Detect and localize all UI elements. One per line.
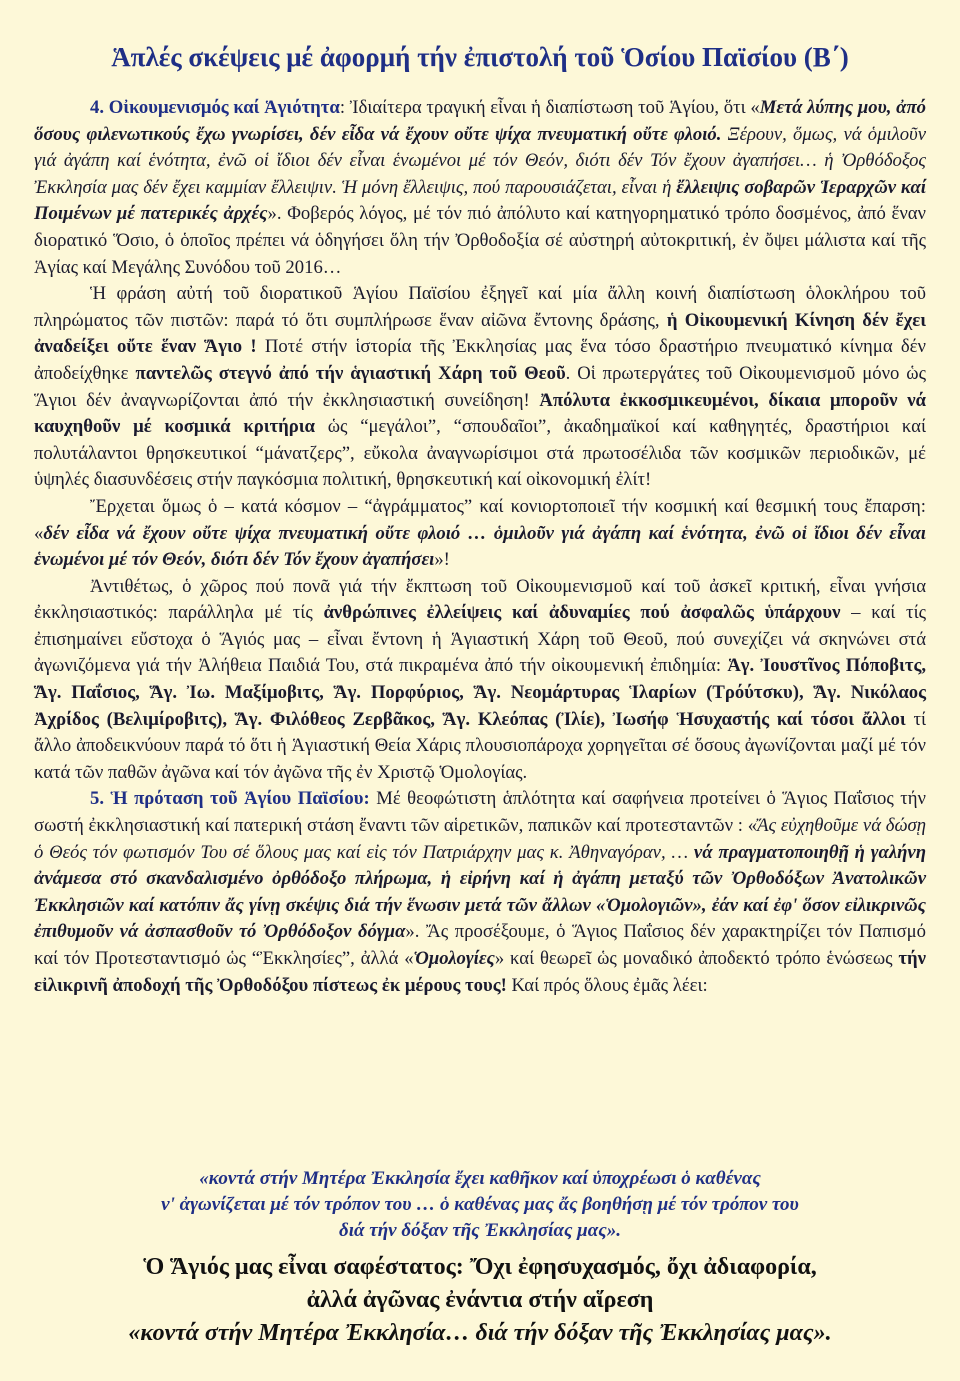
closing-line: ἀλλά ἀγῶνας ἐνάντια στήν αἵρεση [306,1287,654,1313]
paragraph-3: Ἔρχεται ὅμως ὁ – κατά κόσμον – “ἀγράμματος” καί κονιορτοποιεῖ τήν κοσμική καί θεσμική τους ἔπαρση: «δέν εἶδα νά ἔχουν οὔτε ψίχα πνευματική οὔτε φλοιό … ὁμιλοῦν γιά ἀγάπη καί ἑνότητα, ἐνῶ οἱ ἴδιοι δέν εἶναι ἑνωμένοι μέ τόν Θεόν, διότι δέν Τόν ἔχουν ἀγαπήσει»! [34,495,926,571]
paragraph-section-5: 5. Ἡ πρόταση τοῦ Ἁγίου Παϊσίου: Μέ θεοφώτιστη ἁπλότητα καί σαφήνεια προτείνει ὁ Ἅγιος Παΐσιος τήν σωστή ἐκκλησιαστική καί πατερική στάση ἔναντι τῶν αἱρετικῶν, παπικῶν καί προτεσταντῶν : «Ἄς εὐχηθοῦμε νά δώσῃ ὁ Θεός τόν φωτισμόν Του σέ ὅλους μας καί εἰς τόν Πατριάρχην μας κ. Ἀθηναγόραν, … νά πραγματοποιηθῇ ἡ γαλήνη ἀνάμεσα στό σκανδαλισμένο ὀρθόδοξο πλήρωμα, ἡ εἰρήνη καί ἡ ἀγάπη μεταξύ τῶν Ὀρθοδόξων Ἀνατολικῶν Ἐκκλησιῶν καί κατόπιν ἄς γίνῃ σκέψις διά τήν ἕνωσιν μετά τῶν ἄλλων «Ὁμολογιῶν», ἐάν καί ἐφ' ὅσον εἰλικρινῶς ἐπιθυμοῦν νά ἀσπασθοῦν τό Ὀρθόδοξον δόγμα». Ἄς προσέξουμε, ὁ Ἅγιος Παΐσιος δέν χαρακτηρίζει τόν Παπισμό καί τόν Προτεσταντισμό ὡς “Ἐκκλησίες”, ἀλλά «Ὁμολογίες» καί θεωρεῖ ὡς μοναδικό ἀποδεκτό τρόπο ἑνώσεως τήν εἰλικρινῆ ἀποδοχή τῆς Ὀρθοδόξου πίστεως ἐκ μέρους τους! Καί πρός ὅλους ἐμᾶς λέει: [34,788,927,996]
section-5-heading: 5. Ἡ πρόταση τοῦ Ἁγίου Παϊσίου: [90,788,370,810]
article-body [34,95,926,999]
closing-line: Ὁ Ἅγιός μας εἶναι σαφέστατος: Ὄχι ἐφησυχασμός, ὄχι ἀδιαφορία, [143,1254,817,1280]
section-4-heading: 4. Οἰκουμενισμός καί Ἁγιότητα [90,97,340,118]
quote-line: διά τήν δόξαν τῆς Ἐκκλησίας μας». [339,1220,621,1241]
saint-quote [0,1166,960,1244]
paragraph-section-4: 4. Οἰκουμενισμός καί Ἁγιότητα: Ἰδιαίτερα τραγική εἶναι ἡ διαπίστωση τοῦ Ἁγίου, ὅτι «Μετά λύπης μου, ἀπό ὅσους φιλενωτικούς ἔχω γνωρίσει, δέν εἶδα νά ἔχουν οὔτε ψίχα πνευματική οὔτε φλοιό. Ξέρουν, ὅμως, νά ὁμιλοῦν γιά ἀγάπη καί ἑνότητα, ἐνῶ οἱ ἴδιοι δέν εἶναι ἑνωμένοι μέ τόν Θεόν, διότι δέν Τόν ἔχουν ἀγαπήσει… ἡ Ὀρθόδοξος Ἐκκλησία μας δέν ἔχει καμμίαν ἔλλειψιν. Ἡ μόνη ἔλλειψις, πού παρουσιάζεται, εἶναι ἡ ἔλλειψις σοβαρῶν Ἱεραρχῶν καί Ποιμένων μέ πατερικές ἀρχές». Φοβερός λόγος, μέ τόν πιό ἀπόλυτο καί κατηγορηματικό τρόπο δοσμένος, ἀπό ἕναν διορατικό Ὅσιο, ὁ ὁποῖος πρέπει νά ὁδηγήσει ὅλη τήν Ὀρθοδοξία σέ αὐστηρή αὐτοκριτική, ἐν ὄψει μάλιστα καί τῆς Ἁγίας καί Μεγάλης Συνόδου τοῦ 2016… [34,97,927,278]
paragraph-4: Ἀντιθέτως, ὁ χῶρος πού πονᾶ γιά τήν ἔκπτωση τοῦ Οἰκουμενισμοῦ καί τοῦ ἀσκεῖ κριτική, εἶναι γνήσια ἐκκλησιαστικός: παράλληλα μέ τίς ἀνθρώπινες ἐλλείψεις καί ἀδυναμίες πού ἀσφαλῶς ὑπάρχουν – καί τίς ἐπισημαίνει εὔστοχα ὁ Ἅγιός μας – εἶναι ἔντονη ἡ Ἁγιαστική Χάρη τοῦ Θεοῦ, πού συνεχίζει νά σκηνώνει στά ἀγωνιζόμενα γιά τήν Ἀλήθεια Παιδιά Του, στά πικραμένα ἀπό τήν οἰκουμενική ἐπιδημία: Ἁγ. Ἰουστῖνος Πόποβιτς, Ἅγ. Παΐσιος, Ἅγ. Ἰω. Μαξίμοβιτς, Ἅγ. Πορφύριος, Ἅγ. Νεομάρτυρας Ἱλαρίων (Τρόύτσκυ), Ἅγ. Νικόλαος Ἀχρίδος (Βελιμίροβιτς), Ἅγ. Φιλόθεος Ζερβᾶκος, Ἅγ. Κλεόπας (Ἰλίε), Ἰωσήφ Ἡσυχαστής καί τόσοι ἄλλοι τί ἄλλο ἀποδεικνύουν παρά τό ὅτι ἡ Ἁγιαστική Θεία Χάρις πλουσιοπάροχα χορηγεῖται σέ ὅσους ἀγωνίζονται μαζί μέ τόν κατά τῶν παθῶν ἀγῶνα καί τόν ἀγῶνα τῆς ἐν Χριστῷ Ὁμολογίας. [34,575,926,783]
quote-line: ν' ἀγωνίζεται μέ τόν τρόπον του … ὁ καθένας μας ἄς βοηθήσῃ μέ τόν τρόπον του [161,1194,799,1215]
page-title: Ἁπλές σκέψεις μέ ἀφορμή τήν ἐπιστολή τοῦ Ὁσίου Παϊσίου (Β΄) [111,42,849,72]
closing-line: «κοντά στήν Μητέρα Ἐκκλησία… διά τήν δόξαν τῆς Ἐκκλησίας μας». [128,1320,832,1346]
paragraph-2: Ἡ φράση αὐτή τοῦ διορατικοῦ Ἁγίου Παϊσίου ἐξηγεῖ καί μία ἄλλη κοινή διαπίστωση ὁλοκλήρου τοῦ πληρώματος τῶν πιστῶν: παρά τό ὅτι συμπλήρωσε ἕναν αἰῶνα ἔντονης δράσης, ἡ Οἰκουμενική Κίνηση δέν ἔχει ἀναδείξει οὔτε ἕναν Ἅγιο ! Ποτέ στήν ἱστορία τῆς Ἐκκλησίας μας ἕνα τόσο δραστήριο πνευματικό κίνημα δέν ἀποδείχθηκε παντελῶς στεγνό ἀπό τήν ἁγιαστική Χάρη τοῦ Θεοῦ. Οἱ πρωτεργάτες τοῦ Οἰκουμενισμοῦ μόνο ὡς Ἅγιοι δέν ἀναγνωρίζονται ἀπό τήν ἐκκλησιαστική συνείδηση! Ἀπόλυτα ἐκκοσμικευμένοι, δίκαια μποροῦν νά καυχηθοῦν μέ κοσμικά κριτήρια ὡς “μεγάλοι”, “σπουδαῖοι”, ἀκαδημαϊκοί καί καθηγητές, δραστήριοι καί πολυτάλαντοι θρησκευτικοί “μάνατζερς”, εὔκολα ἀναγνωρίσιμοι στά πρωτοσέλιδα τῶν κοσμικῶν περιοδικῶν, μέ ὑψηλές διασυνδέσεις στήν παγκόσμια πολιτική, θρησκευτική καί οἰκονομική ἐλίτ! [34,283,926,491]
closing-statement [0,1251,960,1350]
quote-line: «κοντά στήν Μητέρα Ἐκκλησία ἔχει καθῆκον καί ὑποχρέωσι ὁ καθένας [199,1168,761,1189]
